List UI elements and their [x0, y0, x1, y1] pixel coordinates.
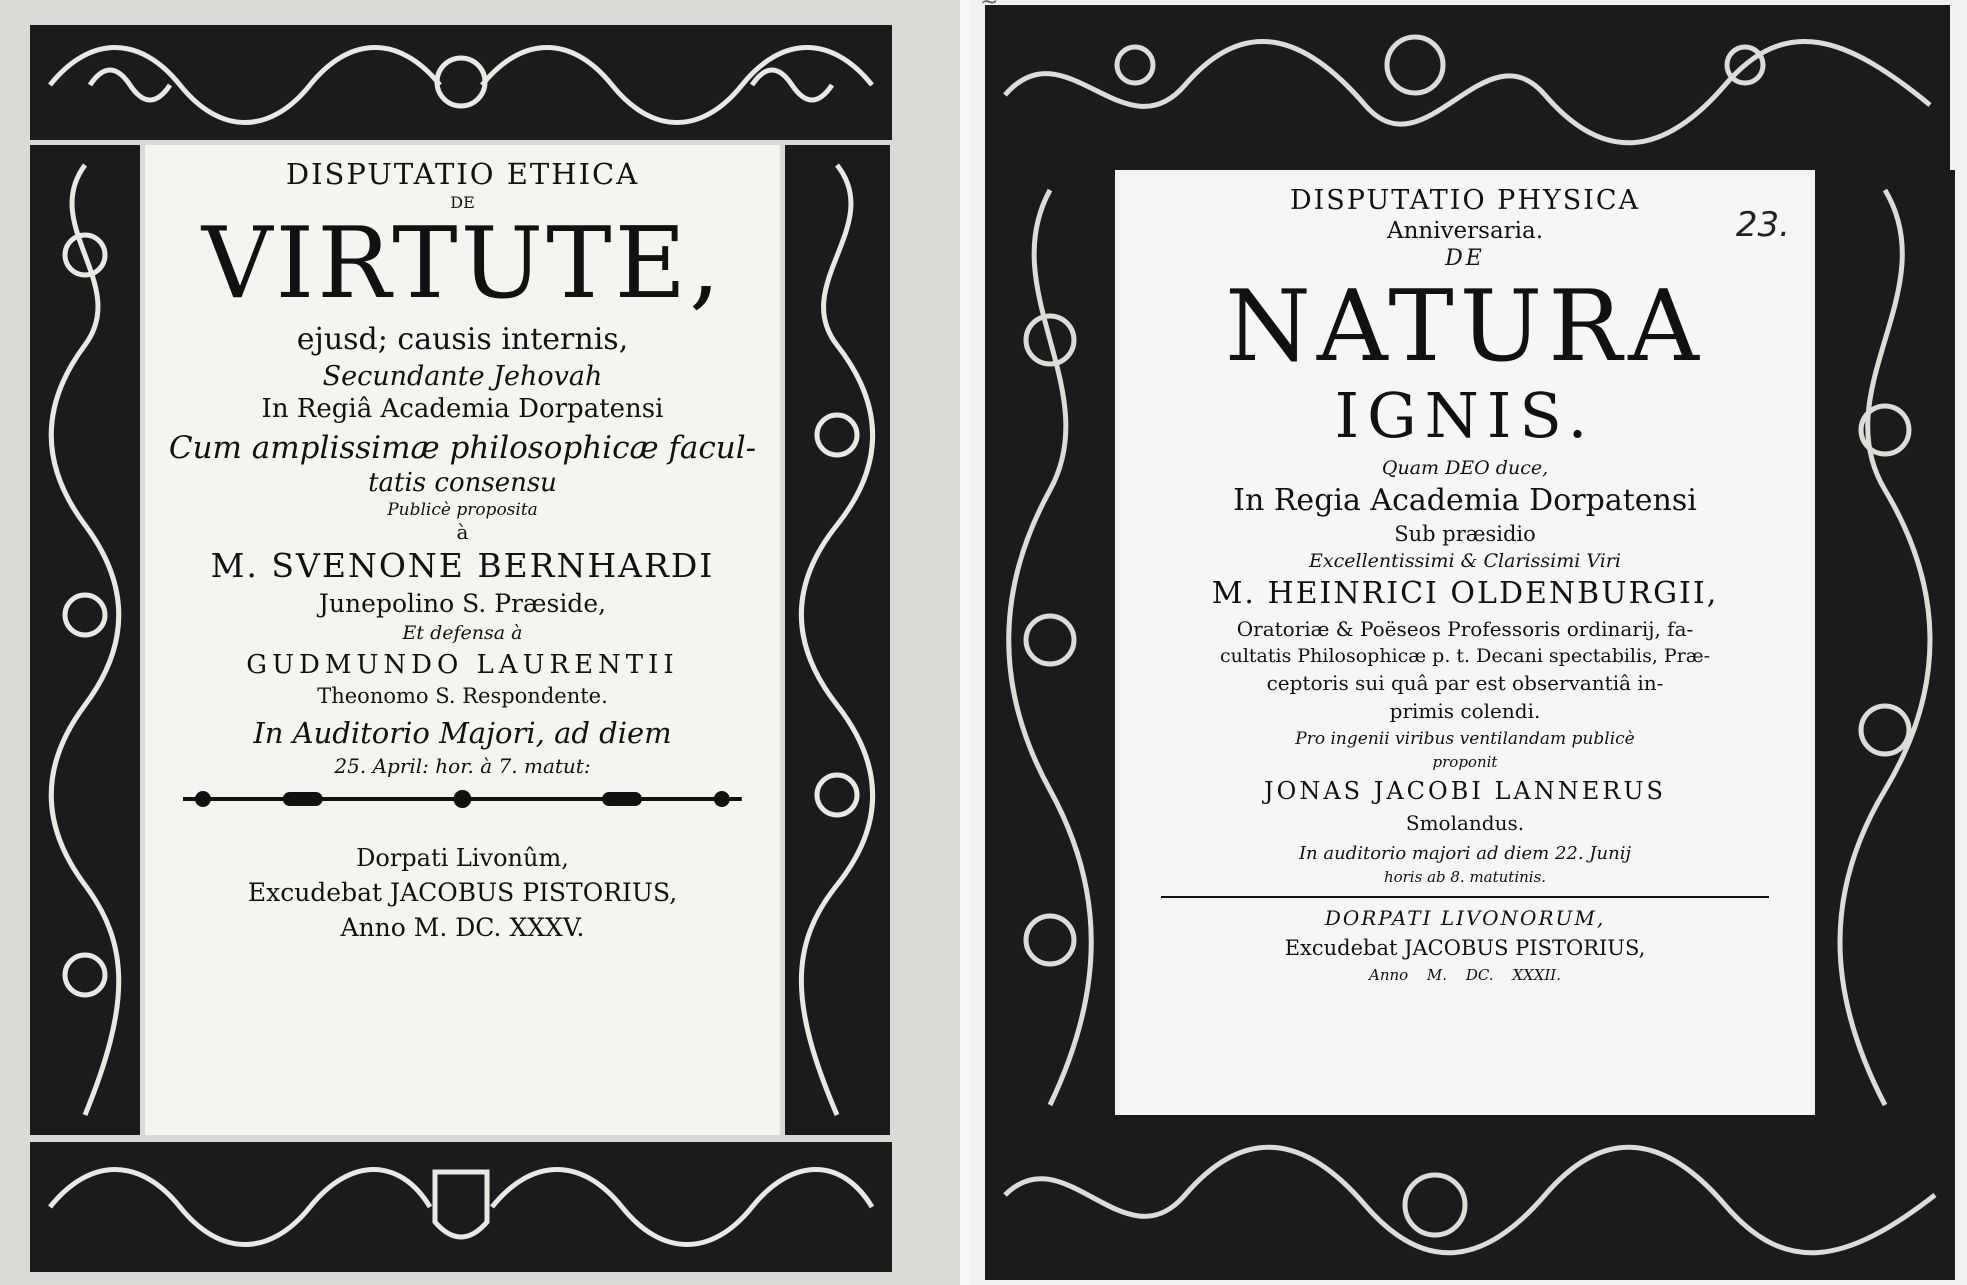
- text-line-9: Pro ingenii viribus ventilandam publicè: [1295, 729, 1635, 749]
- left-ornamental-border: [30, 145, 140, 1135]
- bottom-woodcut-border: [985, 1115, 1955, 1280]
- text-line-6: cultatis Philosophicæ p. t. Decani spectabilis, Præ-: [1219, 645, 1711, 667]
- author-role: Junepolino S. Præside,: [318, 589, 607, 618]
- praeses-name: M. HEINRICI OLDENBURGII,: [1211, 576, 1719, 611]
- de-word: DE: [450, 193, 475, 212]
- text-line-3: Sub præsidio: [1394, 522, 1536, 546]
- date-line: 25. April: hor. à 7. matut:: [334, 754, 591, 778]
- main-title: VIRTUTE,: [201, 207, 724, 321]
- text-line-2: In Regia Academia Dorpatensi: [1233, 483, 1697, 518]
- de-word: DE: [1445, 246, 1485, 271]
- venue-line: In Auditorio Majori, ad diem: [253, 716, 672, 750]
- top-ornamental-border: [30, 25, 892, 140]
- left-woodcut-border: [985, 170, 1115, 1125]
- right-woodcut-border: [1815, 170, 1955, 1125]
- horizontal-rule: [1161, 896, 1768, 898]
- heading: DISPUTATIO PHYSICA: [1289, 185, 1641, 216]
- main-title-line-1: NATURA: [1225, 270, 1705, 384]
- text-line-5: Oratoriæ & Poëseos Professoris ordinarij, fa-: [1236, 617, 1694, 641]
- respondent-name: GUDMUNDO LAURENTII: [246, 650, 679, 680]
- subtitle-line-3: In Regiâ Academia Dorpatensi: [261, 394, 664, 424]
- text-line-8: primis colendi.: [1389, 699, 1541, 723]
- ornamental-rule: [183, 788, 742, 810]
- title-text-panel: [1120, 175, 1810, 1115]
- imprint-year: Anno M. DC. XXXV.: [340, 913, 585, 942]
- subtitle-line-2: Secundante Jehovah: [322, 361, 603, 392]
- imprint-place: DORPATI LIVONORUM,: [1324, 906, 1606, 930]
- time-line: horis ab 8. matutinis.: [1383, 868, 1547, 886]
- imprint-place: Dorpati Livonûm,: [356, 844, 569, 872]
- left-title-page: [0, 0, 970, 1285]
- venue-line: In auditorio majori ad diem 22. Junij: [1298, 843, 1632, 864]
- title-text-panel: [145, 145, 780, 1135]
- heading: DISPUTATIO ETHICA: [285, 157, 640, 191]
- sub-heading: Anniversaria.: [1386, 218, 1544, 244]
- imprint-printer: Excudebat JACOBUS PISTORIUS,: [1284, 936, 1646, 960]
- page-number: 23.: [1735, 205, 1790, 245]
- respondent-origin: Smolandus.: [1405, 811, 1525, 835]
- respondent-role: Theonomo S. Respondente.: [317, 684, 608, 708]
- text-line-4: Excellentissimi & Clarissimi Viri: [1309, 550, 1621, 572]
- subtitle-line-6: Publicè proposita: [387, 500, 538, 520]
- imprint-year: Anno M. DC. XXXII.: [1368, 966, 1561, 984]
- respondent-name: JONAS JACOBI LANNERUS: [1264, 777, 1666, 805]
- text-line-7: ceptoris sui quâ par est observantiâ in-: [1266, 671, 1664, 695]
- handwritten-annotation: ~: [980, 0, 999, 15]
- defensa-line: Et defensa à: [402, 622, 523, 644]
- right-ornamental-border: [785, 145, 890, 1135]
- imprint-printer: Excudebat JACOBUS PISTORIUS,: [247, 878, 678, 907]
- author-name: M. SVENONE BERNHARDI: [210, 546, 715, 585]
- text-line-10: proponit: [1432, 753, 1498, 771]
- bottom-ornamental-border: [30, 1142, 892, 1272]
- subtitle-line-7: à: [456, 520, 469, 544]
- main-title-line-2: IGNIS.: [1334, 379, 1596, 452]
- subtitle-line-5: tatis consensu: [368, 468, 557, 498]
- subtitle-line-4: Cum amplissimæ philosophicæ facul-: [168, 430, 757, 466]
- right-title-page: [970, 0, 1967, 1285]
- text-line-1: Quam DEO duce,: [1381, 457, 1549, 479]
- subtitle-line-1: ejusd; causis internis,: [296, 322, 629, 357]
- top-woodcut-border: [985, 5, 1950, 170]
